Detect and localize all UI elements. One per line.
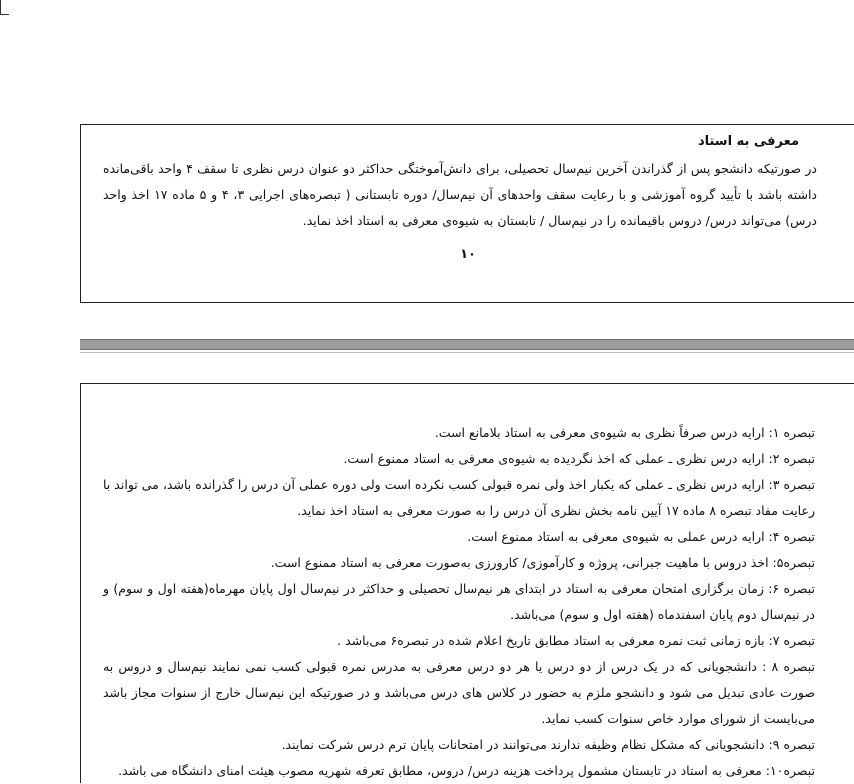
note-1: تبصره ۱: ارایه درس صرفاً نظری به شیوه‌ی معرفی به استاد بلامانع است.: [434, 425, 815, 440]
note-7: تبصره ۷: بازه زمانی ثبت نمره معرفی به استاد مطابق تاریخ اعلام شده در تبصره۶ می‌باشد .: [337, 633, 815, 648]
page-separator-shadow: [80, 352, 854, 353]
crop-corner-mark: [0, 0, 9, 15]
section-paragraph: در صورتیکه دانشجو پس از گذراندن آخرین نیم‌سال تحصیلی، برای دانش‌آموختگی حداکثر دو عنوان درس نظری تا سقف ۴ واحد باقی‌مانده داشته باشد با تأیید گروه آموزشی و با رعایت سقف واحدهای آن نیم‌سال/ دوره تابستانی ( تبصره‌های اجرایی ۳، ۴ و ۵ ماده ۱۷ اخذ واحد درس) می‌تواند درس/ دروس باقیمانده را در نیم‌سال / تابستان به شیوه‌ی معرفی به استاد اخذ نماید.: [103, 161, 817, 228]
note-5: تبصره۵: اخذ دروس با ماهیت جبرانی، پروژه و کارآموزی/ کارورزی به‌صورت معرفی به استاد ممنوع است.: [270, 555, 815, 570]
page-number: ۱۰: [460, 247, 476, 262]
note-10: تبصره۱۰: معرفی به استاد در تابستان مشمول پرداخت هزینه درس/ دروس، مطابق تعرفه شهریه مصوب هیئت امنای دانشگاه می باشد.: [118, 763, 815, 778]
note-4: تبصره ۴: ارایه درس عملی به شیوه‌ی معرفی به استاد ممنوع است.: [467, 529, 815, 544]
document-page-top: [80, 124, 854, 303]
document-page-bottom: [80, 383, 854, 783]
note-3: تبصره ۳: ارایه درس نظری ـ عملی که یکبار اخذ ولی نمره قبولی کسب نکرده است ولی دوره عملی آن درس را گذرانده باشد، می تواند با رعایت مفاد تبصره ۸ ماده ۱۷ آیین نامه بخش نظری آن درس را به صورت معرفی به استاد اخذ نماید.: [103, 477, 815, 518]
note-9: تبصره ۹: دانشجویانی که مشکل نظام وظیفه ندارند می‌توانند در امتحانات پایان ترم درس شرکت نمایند.: [281, 737, 815, 752]
note-2: تبصره ۲: ارایه درس نظری ـ عملی که اخذ نگردیده به شیوه‌ی معرفی به استاد ممنوع است.: [343, 451, 815, 466]
note-8: تبصره ۸ : دانشجویانی که در یک درس از دو درس یا هر دو درس معرفی به مدرس نمره قبولی کسب نمی نمایند نیم‌سال و دروس به صورت عادی تبدیل می شود و دانشجو ملزم به حضور در کلاس های درس می‌باشد و در صورتیکه این نیم‌سال خارج از سنوات مجاز باشد می‌بایست از شورای موارد خاص سنوات کسب نماید.: [103, 659, 815, 726]
page-separator: [80, 339, 854, 350]
note-6: تبصره ۶: زمان برگزاری امتحان معرفی به استاد در ابتدای هر نیم‌سال تحصیلی و حداکثر در نیم‌سال اول پایان مهرماه(هفته اول و سوم) و در نیم‌سال دوم پایان اسفندماه (هفته اول و سوم) می‌باشد.: [103, 581, 816, 622]
section-heading: معرفی به استاد: [697, 134, 799, 149]
notes-list: [103, 420, 815, 784]
